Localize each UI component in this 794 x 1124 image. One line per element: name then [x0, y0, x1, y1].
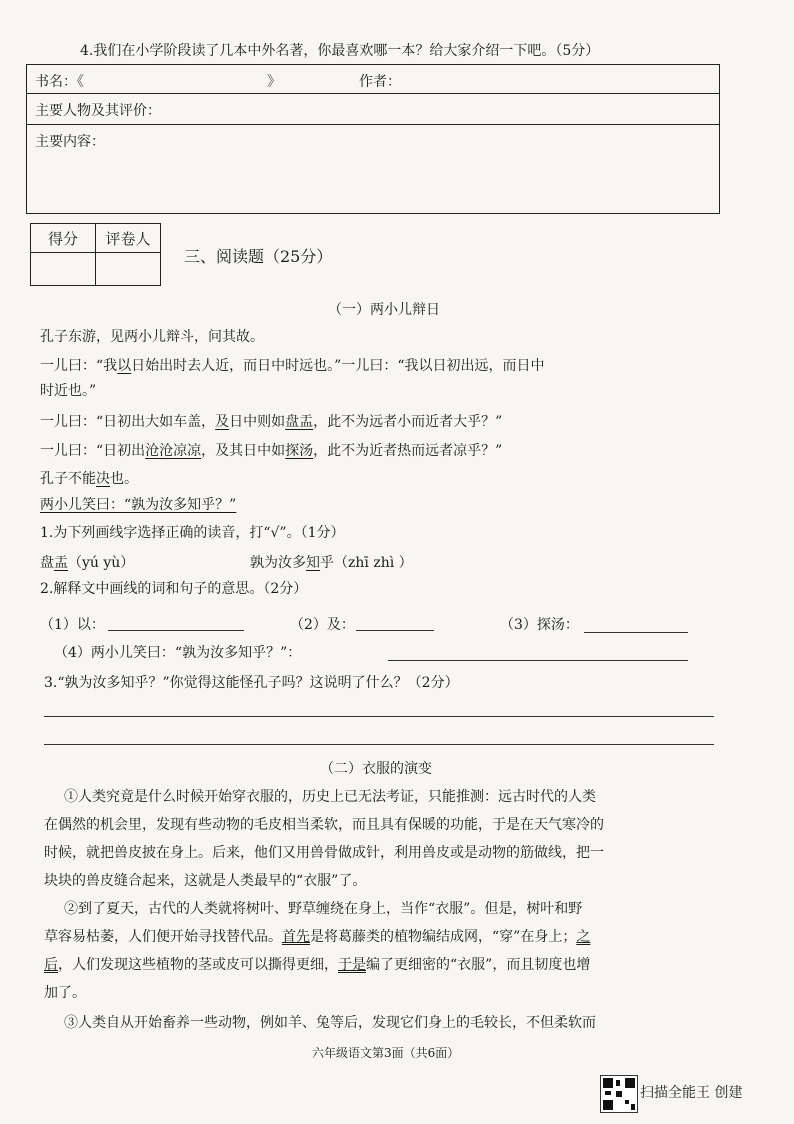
passage1-q2a-label: （1）以： [40, 617, 105, 633]
passage1-line4: 一儿曰：“日初出大如车盖，及日中则如盘盂，此不为远者小而近者大乎？” [40, 414, 503, 430]
qr-code-icon [600, 1075, 638, 1113]
passage1-q2: 2.解释文中画线的词和句子的意思。（2分） [40, 581, 308, 597]
page-footer: 六年级语文第3面（共6面） [312, 1046, 460, 1060]
passage1-line6: 孔子不能决也。 [40, 471, 138, 487]
answer-line-q2c[interactable] [584, 632, 688, 633]
score-cell[interactable] [31, 253, 96, 286]
score-table [30, 223, 161, 286]
passage2-line9: ③人类自从开始畜养一些动物，例如羊、兔等后，发现它们身上的毛较长，不但柔软而 [64, 1015, 596, 1031]
passage1-q1: 1.为下列画线字选择正确的读音，打“√”。（1分） [40, 525, 345, 541]
passage1-line5: 一儿曰：“日初出沧沧凉凉，及其日中如探汤，此不为近者热而远者凉乎？” [40, 443, 503, 459]
book-title-label: 书名：《 [35, 74, 84, 90]
author-label: 作者： [359, 74, 401, 90]
answer-line-q3-2[interactable] [44, 744, 714, 745]
passage2-line6: 草容易枯萎，人们便开始寻找替代品。首先是将葛藤类的植物编结成网，“穿”在身上；之 [44, 929, 591, 945]
passage2-title: （二）衣服的演变 [320, 761, 432, 777]
passage2-line3: 时候，就把兽皮披在身上。后来，他们又用兽骨做成针，利用兽皮或是动物的筋做线，把一 [44, 845, 604, 861]
passage1-line1: 孔子东游，见两小儿辩斗，问其故。 [40, 329, 264, 345]
grader-header: 评卷人 [96, 224, 161, 253]
book-info-box [26, 64, 720, 214]
answer-line-q3-1[interactable] [44, 716, 714, 717]
passage1-line2: 一儿曰：“我以日始出时去人近，而日中时远也。”一儿曰：“我以日初出远，而日中 [40, 358, 545, 374]
grader-cell[interactable] [96, 253, 161, 286]
passage2-line7: 后，人们发现这些植物的茎或皮可以撕得更细，于是编了更细密的“衣服”，而且韧度也增 [44, 957, 591, 973]
passage1-q2c-label: （3）探汤： [500, 617, 579, 633]
passage1-q1a: 盘盂（yú yù） [40, 555, 135, 571]
question-4-prompt: 4.我们在小学阶段读了几本中外名著，你最喜欢哪一本？给大家介绍一下吧。（5分） [80, 43, 600, 59]
characters-row [27, 94, 719, 125]
answer-line-q2a[interactable] [108, 630, 244, 631]
content-label: 主要内容： [35, 134, 105, 150]
section-title: 三、阅读题（25分） [184, 247, 333, 266]
passage2-line8: 加了。 [44, 985, 86, 1001]
book-title-close: 》 [267, 74, 281, 90]
passage2-line4: 块块的兽皮缝合起来，这就是人类最早的“衣服”了。 [44, 873, 367, 889]
passage1-q2d-label: （4）两小儿笑曰：“孰为汝多知乎？”： [54, 645, 302, 661]
passage1-q1b: 孰为汝多知乎（zhī zhì ） [250, 555, 413, 571]
answer-line-q2d[interactable] [388, 660, 688, 661]
book-row [27, 65, 719, 94]
content-row [27, 125, 719, 211]
characters-label: 主要人物及其评价： [35, 103, 161, 119]
passage1-title: （一）两小儿辩日 [328, 302, 440, 318]
passage1-q2b-label: （2）及： [290, 617, 355, 633]
passage2-line2: 在偶然的机会里，发现有些动物的毛皮相当柔软，而且具有保暖的功能，于是在天气寒冷的 [44, 817, 604, 833]
score-header: 得分 [31, 224, 96, 253]
scanner-watermark: 扫描全能王 创建 [640, 1085, 743, 1101]
passage1-line7: 两小儿笑曰：“孰为汝多知乎？” [40, 497, 237, 513]
answer-line-q2b[interactable] [356, 630, 434, 631]
passage1-line3: 时近也。” [40, 383, 97, 399]
passage2-line5: ②到了夏天，古代的人类就将树叶、野草缠绕在身上，当作“衣服”。但是，树叶和野 [64, 901, 583, 917]
passage2-line1: ①人类究竟是什么时候开始穿衣服的，历史上已无法考证，只能推测：远古时代的人类 [64, 789, 596, 805]
passage1-q3: 3.“孰为汝多知乎？”你觉得这能怪孔子吗？这说明了什么？（2分） [44, 675, 459, 691]
